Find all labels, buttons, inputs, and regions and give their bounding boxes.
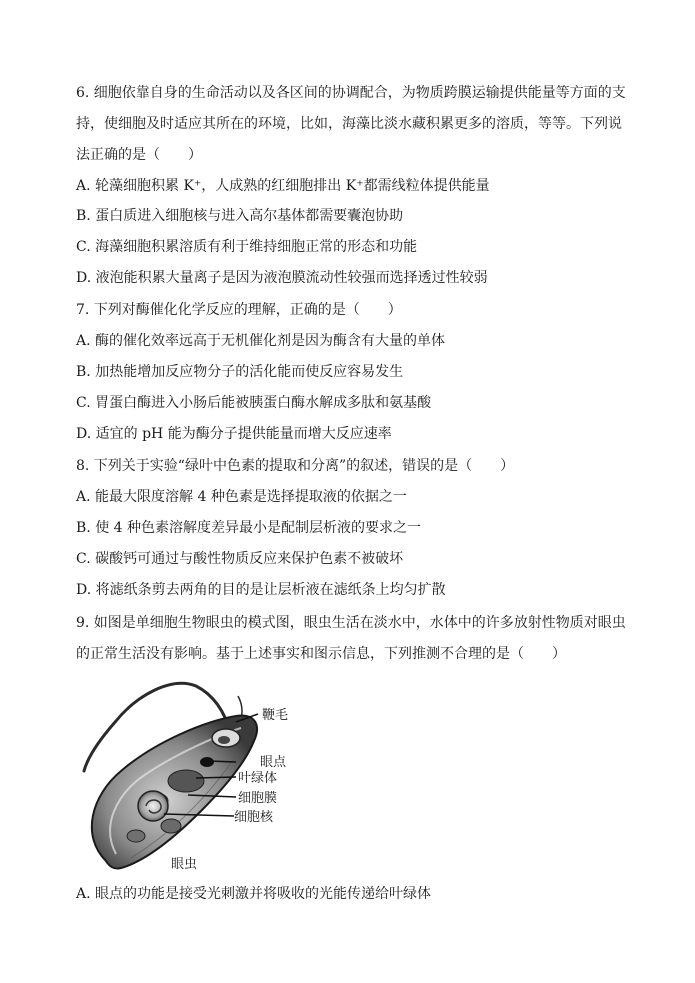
q9-option-a: A. 眼点的功能是接受光刺激并将吸收的光能传递给叶绿体 <box>76 886 432 902</box>
q9-stem-line-2: 的正常生活没有影响。基于上述事实和图示信息，下列推测不合理的是（ ） <box>76 646 566 662</box>
q6-option-a: A. 轮藻细胞积累 K⁺，人成熟的红细胞排出 K⁺都需线粒体提供能量 <box>76 178 490 194</box>
q8-option-a: A. 能最大限度溶解 4 种色素是选择提取液的依据之一 <box>76 489 407 505</box>
q6-option-c: C. 海藻细胞积累溶质有利于维持细胞正常的形态和功能 <box>76 239 418 255</box>
q6-option-b: B. 蛋白质进入细胞核与进入高尔基体都需要囊泡协助 <box>76 208 404 224</box>
euglena-diagram <box>76 676 336 876</box>
label-flagellum: 鞭毛 <box>262 708 289 723</box>
label-chloroplast: 叶绿体 <box>238 771 278 786</box>
q7-option-b: B. 加热能增加反应物分子的活化能而使反应容易发生 <box>76 364 404 380</box>
eyespot-shape <box>200 757 214 767</box>
q6-stem-line-1: 6. 细胞依靠自身的生命活动以及各区间的协调配合，为物质跨膜运输提供能量等方面的支 <box>76 85 626 101</box>
q7-option-a: A. 酶的催化效率远高于无机催化剂是因为酶含有大量的单体 <box>76 333 446 349</box>
q6-stem-line-3: 法正确的是（ ） <box>76 147 202 163</box>
label-nucleus: 细胞核 <box>234 810 274 825</box>
label-cell-membrane: 细胞膜 <box>238 791 278 806</box>
q9-stem-line-1: 9. 如图是单细胞生物眼虫的模式图，眼虫生活在淡水中，水体中的许多放射性物质对眼虫 <box>76 615 626 631</box>
figure-caption: 眼虫 <box>171 857 198 872</box>
euglena-figure <box>76 676 336 876</box>
chloroplast-shape <box>168 770 204 792</box>
q6-stem-line-2: 持，使细胞及时适应其所在的环境，比如，海藻比淡水藏积累更多的溶质，等等。下列说 <box>76 116 622 132</box>
q8-option-b: B. 使 4 种色素溶解度差异最小是配制层析液的要求之一 <box>76 520 421 536</box>
q8-stem: 8. 下列关于实验“绿叶中色素的提取和分离”的叙述，错误的是（ ） <box>76 458 515 474</box>
q7-stem: 7. 下列对酶催化化学反应的理解，正确的是（ ） <box>76 302 402 318</box>
label-eyespot: 眼点 <box>260 755 287 770</box>
q8-option-d: D. 将滤纸条剪去两角的目的是让层析液在滤纸条上均匀扩散 <box>76 582 446 598</box>
q8-option-c: C. 碳酸钙可通过与酸性物质反应来保护色素不被破坏 <box>76 551 404 567</box>
q7-option-d: D. 适宜的 pH 能为酶分子提供能量而增大反应速率 <box>76 426 392 442</box>
q6-option-d: D. 液泡能积累大量离子是因为液泡膜流动性较强而选择透过性较弱 <box>76 270 488 286</box>
q7-option-c: C. 胃蛋白酶进入小肠后能被胰蛋白酶水解成多肽和氨基酸 <box>76 395 432 411</box>
nucleus-shape <box>138 791 168 821</box>
